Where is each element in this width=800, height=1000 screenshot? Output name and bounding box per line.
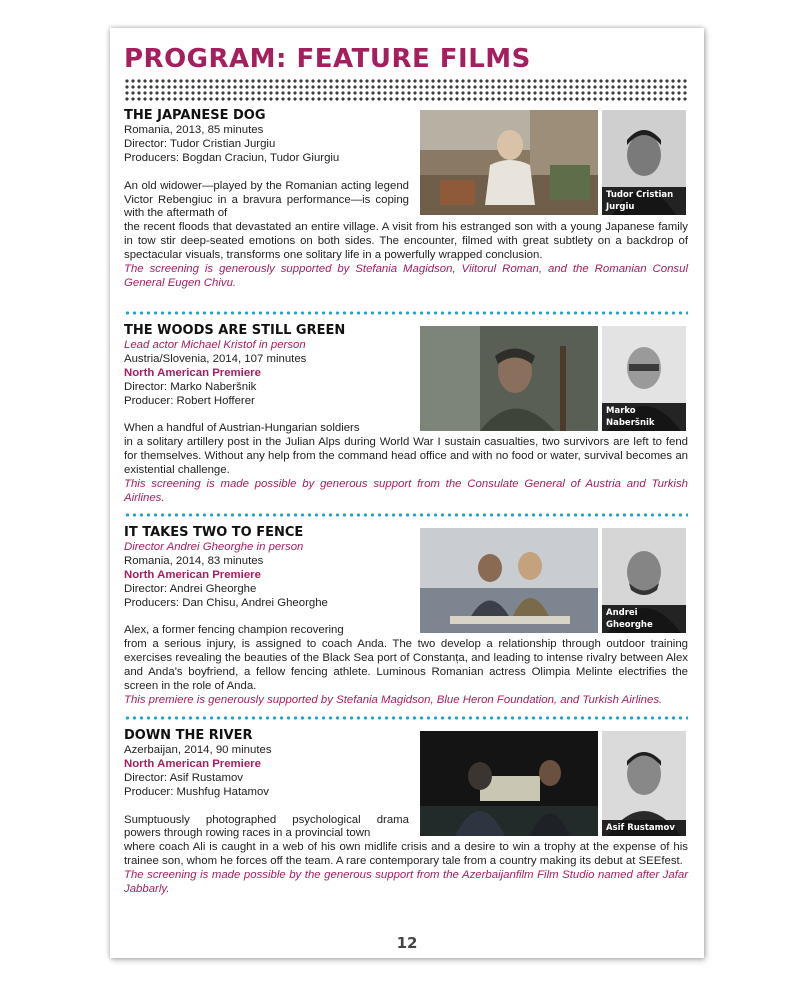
film-title: IT TAKES TWO TO FENCE: [124, 525, 304, 540]
premiere-badge: North American Premiere: [124, 568, 261, 581]
section-separator: [124, 311, 688, 315]
film-title: THE JAPANESE DOG: [124, 108, 266, 123]
film-director: Director: Andrei Gheorghe: [124, 582, 257, 595]
film-sponsor-credit: The screening is generously supported by Stefania Magidson, Viitorul Roman, and the Romanian Consul General Eugen Chivu.: [124, 263, 688, 289]
film-entry-down-the-river: [124, 728, 688, 897]
director-portrait: [602, 731, 686, 836]
page-title: PROGRAM: FEATURE FILMS: [124, 44, 531, 74]
guest-note: Lead actor Michael Kristof in person: [124, 339, 306, 351]
film-director: Director: Tudor Cristian Jurgiu: [124, 137, 276, 150]
film-description-start: An old widower—played by the Romanian acting legend Victor Rebengiuc in a bravura performance—is coping with the aftermath of: [124, 179, 409, 220]
film-description: in a solitary artillery post in the Julian Alps during World War I sustain casualties, two survivors are left to fend for themselves. Without any help from the command head office and with no food or water, survival becomes an existential challenge.: [124, 436, 688, 477]
film-still-image: [420, 528, 598, 633]
section-separator: [124, 513, 688, 517]
film-producers: Producer: Mushfug Hatamov: [124, 785, 269, 798]
film-description: from a serious injury, is assigned to coach Anda. The two develop a relationship through outdoor training exercises revealing the beauties of the Black Sea port of Constanța, and leading to intense rivalry between Alex and Anda's boyfriend, a fellow fencing athlete. Luminous Romanian actress Olimpia Melinte electrifies the screen in the role of Anda.: [124, 638, 688, 693]
director-portrait: [602, 326, 686, 431]
dot-pattern-divider: [124, 78, 688, 102]
film-title: THE WOODS ARE STILL GREEN: [124, 323, 346, 338]
film-meta: Romania, 2013, 85 minutes: [124, 124, 264, 136]
film-still-image: [420, 326, 598, 431]
film-sponsor-credit: The screening is made possible by the generous support from the Azerbaijanfilm Film Studio named after Jafar Jabbarly.: [124, 869, 688, 896]
film-producers: Producer: Robert Hofferer: [124, 394, 255, 407]
guest-note: Director Andrei Gheorghe in person: [124, 541, 304, 553]
film-director: Director: Asif Rustamov: [124, 771, 244, 784]
portrait-caption: Tudor Cristian Jurgiu: [602, 187, 686, 215]
film-producers: Producers: Dan Chisu, Andrei Gheorghe: [124, 596, 328, 609]
film-entry-it-takes-two-to-fence: [124, 525, 688, 708]
page-number: 12: [396, 934, 418, 952]
film-sponsor-credit: This screening is made possible by generous support from the Consulate General of Austria and Turkish Airlines.: [124, 478, 688, 504]
premiere-badge: North American Premiere: [124, 757, 261, 770]
film-still-image: [420, 110, 598, 215]
portrait-caption: Andrei Gheorghe: [602, 605, 686, 633]
film-meta: Romania, 2014, 83 minutes: [124, 554, 264, 567]
premiere-badge: North American Premiere: [124, 366, 261, 379]
section-separator: [124, 716, 688, 720]
film-description: where coach Ali is caught in a web of his own midlife crisis and a desire to win a trophy at the expense of his trainee son, whom he forces off the team. A rare contemporary tale from a country making its debut at SEEfest.: [124, 841, 688, 868]
film-meta: Azerbaijan, 2014, 90 minutes: [124, 744, 272, 756]
film-description-start: Alex, a former fencing champion recovering: [124, 624, 344, 637]
film-description-start: Sumptuously photographed psychological drama powers through rowing races in a provincial town: [124, 813, 409, 840]
film-still-image: [420, 731, 598, 836]
portrait-caption: Marko Naberšnik: [602, 403, 686, 431]
film-entry-woods-still-green: [124, 323, 688, 506]
film-director: Director: Marko Naberšnik: [124, 380, 257, 393]
film-title: DOWN THE RIVER: [124, 728, 253, 743]
portrait-caption: Asif Rustamov: [602, 820, 686, 836]
director-portrait: [602, 110, 686, 215]
film-meta: Austria/Slovenia, 2014, 107 minutes: [124, 352, 307, 365]
film-description: the recent floods that devastated an entire village. A visit from his estranged son with a young Japanese family in tow stir deep-seated emotions on both sides. The encounter, filmed with great subtlety on a backdrop of spectacular visuals, transforms one solitary life in a powerfully wrapped conclusion.: [124, 221, 688, 262]
brochure-page: [110, 28, 704, 958]
film-sponsor-credit: This premiere is generously supported by Stefania Magidson, Blue Heron Foundation, and Turkish Airlines.: [124, 693, 663, 706]
film-producers: Producers: Bogdan Craciun, Tudor Giurgiu: [124, 151, 340, 164]
director-portrait: [602, 528, 686, 633]
film-description-start: When a handful of Austrian-Hungarian soldiers: [124, 422, 360, 435]
film-entry-japanese-dog: [124, 108, 688, 291]
